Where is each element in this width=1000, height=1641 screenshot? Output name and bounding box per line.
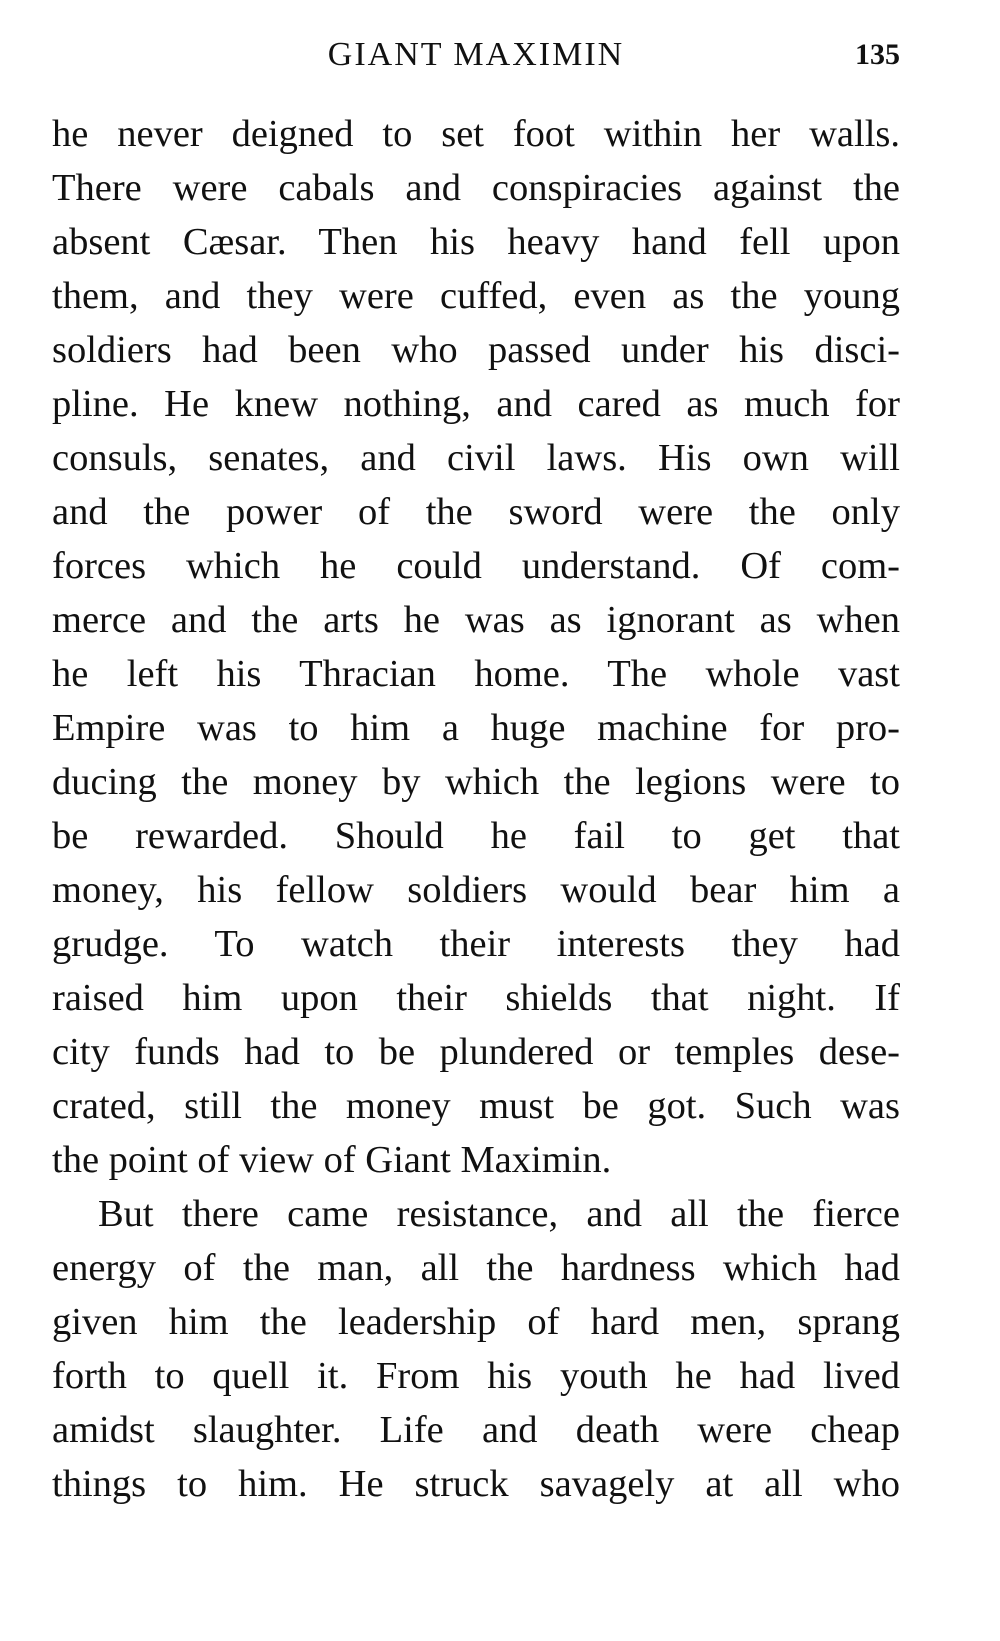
text-line: absent Cæsar. Then his heavy hand fell upon <box>52 221 900 263</box>
text-line: he left his Thracian home. The whole vast <box>52 653 900 695</box>
running-head <box>52 30 900 80</box>
text-line: pline. He knew nothing, and cared as much for <box>52 383 900 425</box>
text-line: ducing the money by which the legions were to <box>52 761 900 803</box>
text-line: crated, still the money must be got. Such was <box>52 1085 900 1127</box>
text-line: things to him. He struck savagely at all who <box>52 1463 900 1505</box>
text-line: amidst slaughter. Life and death were cheap <box>52 1409 900 1451</box>
text-line: Empire was to him a huge machine for pro- <box>52 707 900 749</box>
body-text <box>52 107 900 1511</box>
text-line: merce and the arts he was as ignorant as when <box>52 599 900 641</box>
text-line: raised him upon their shields that night. If <box>52 977 900 1019</box>
text-line: forth to quell it. From his youth he had lived <box>52 1355 900 1397</box>
paragraph-2 <box>52 1187 900 1511</box>
text-line: soldiers had been who passed under his disci- <box>52 329 900 371</box>
paragraph-1 <box>52 107 900 1187</box>
text-line: be rewarded. Should he fail to get that <box>52 815 900 857</box>
text-line: grudge. To watch their interests they had <box>52 923 900 965</box>
running-title: GIANT MAXIMIN <box>327 36 625 73</box>
text-line: given him the leadership of hard men, sprang <box>52 1301 900 1343</box>
page-number: 135 <box>855 38 900 71</box>
text-line: There were cabals and conspiracies against the <box>52 167 900 209</box>
text-line: energy of the man, all the hardness which had <box>52 1247 900 1289</box>
text-line: money, his fellow soldiers would bear him a <box>52 869 900 911</box>
text-line: But there came resistance, and all the fierce <box>98 1193 900 1235</box>
text-line: forces which he could understand. Of com- <box>52 545 900 587</box>
text-line: city funds had to be plundered or temples dese- <box>52 1031 900 1073</box>
text-line: consuls, senates, and civil laws. His own will <box>52 437 900 479</box>
text-line: them, and they were cuffed, even as the young <box>52 275 900 317</box>
text-line: and the power of the sword were the only <box>52 491 900 533</box>
text-line: the point of view of Giant Maximin. <box>52 1139 612 1181</box>
text-line: he never deigned to set foot within her walls. <box>52 113 900 155</box>
